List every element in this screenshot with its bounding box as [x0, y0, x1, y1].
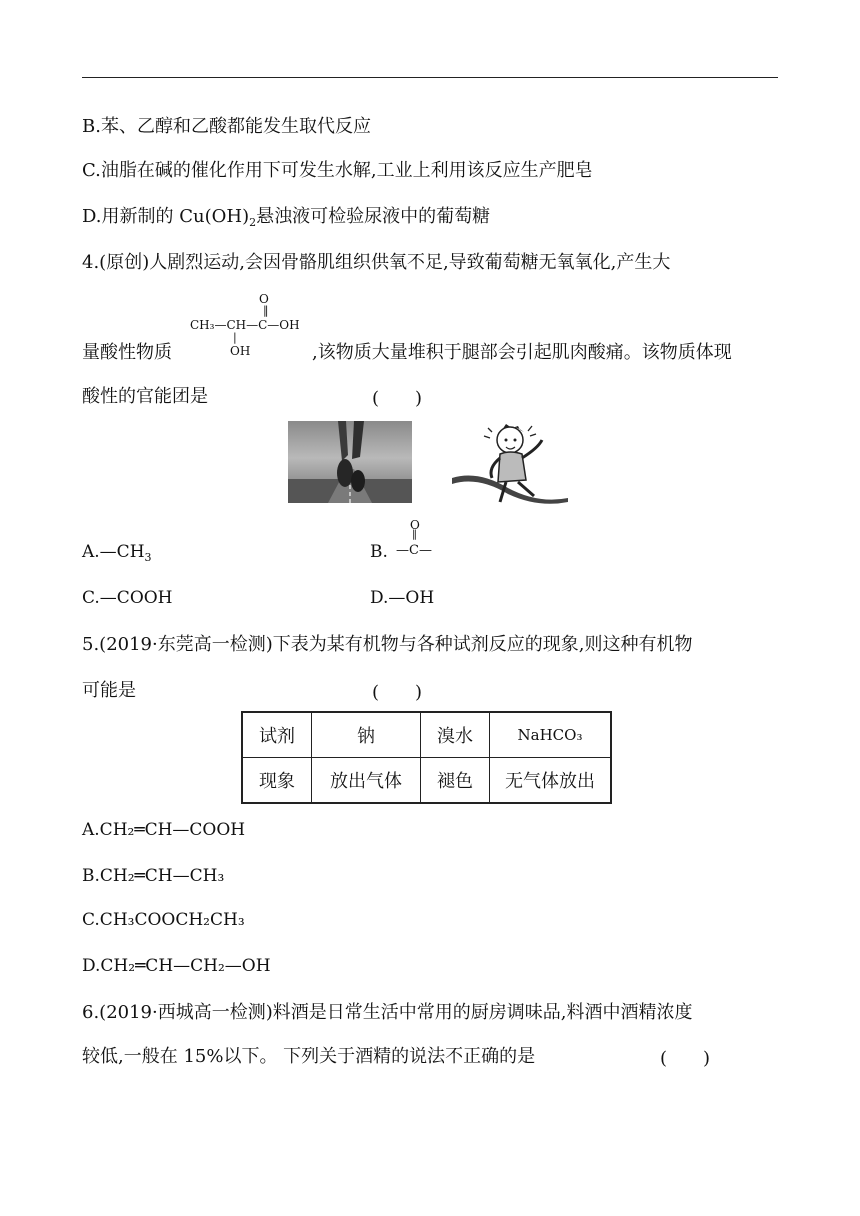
q5-option-c: C.CH₃COOCH₂CH₃: [82, 910, 245, 930]
table-row: [242, 712, 611, 758]
q6-answer-paren: ( ): [660, 1048, 711, 1069]
q4-stem-line3: 酸性的官能团是: [82, 386, 208, 407]
q5-stem-line1: 5.(2019·东莞高一检测)下表为某有机物与各种试剂反应的现象,则这种有机物: [82, 634, 693, 655]
q4-stem-line2-pre: 量酸性物质: [82, 342, 172, 363]
lactic-acid-structure: O ‖ CH₃—CH—C—OH | OH: [190, 292, 300, 358]
header-rule: [82, 77, 778, 78]
q5-option-b: B.CH₂═CH—CH₃: [82, 866, 225, 886]
q4-option-a: $A.—CH_3$: [82, 542, 152, 564]
q5-answer-paren: ( ): [372, 682, 423, 703]
q6-stem-line2: 较低,一般在 15%以下。 下列关于酒精的说法不正确的是: [82, 1046, 536, 1067]
q4-answer-paren: ( ): [372, 388, 423, 409]
q4-option-b: B. O ‖ —C—: [370, 518, 432, 562]
q5-option-d: D.CH₂═CH—CH₂—OH: [82, 956, 271, 976]
q4-option-d: D.—OH: [370, 588, 435, 608]
runner-cartoon: [448, 418, 576, 506]
table-cell: 放出气体: [312, 758, 421, 804]
running-photo: [288, 421, 412, 503]
q4-stem-line2-post: ,该物质大量堆积于腿部会引起肌肉酸痛。该物质体现: [312, 342, 732, 363]
q3-option-b: B.苯、乙醇和乙酸都能发生取代反应: [82, 116, 371, 137]
table-cell: 溴水: [421, 712, 490, 758]
q5-option-a: A.CH₂═CH—COOH: [82, 820, 246, 840]
table-cell: 褪色: [421, 758, 490, 804]
table-cell: NaHCO₃: [490, 712, 612, 758]
q4-option-c: C.—COOH: [82, 588, 173, 608]
q6-stem-line1: 6.(2019·西城高一检测)料酒是日常生活中常用的厨房调味品,料酒中酒精浓度: [82, 1002, 693, 1023]
table-cell: 试剂: [242, 712, 312, 758]
reaction-table: [241, 711, 612, 804]
table-row: [242, 758, 611, 804]
table-cell: 无气体放出: [490, 758, 612, 804]
q5-stem-line2: 可能是: [82, 680, 136, 701]
table-cell: 现象: [242, 758, 312, 804]
q3-option-c: C.油脂在碱的催化作用下可发生水解,工业上利用该反应生产肥皂: [82, 160, 593, 181]
q3-option-d: D.用新制的 $Cu(OH)_2$悬浊液可检验尿液中的葡萄糖: [82, 206, 491, 229]
q4-stem-line1: 4.(原创)人剧烈运动,会因骨骼肌组织供氧不足,导致葡萄糖无氧氧化,产生大: [82, 252, 671, 273]
table-cell: 钠: [312, 712, 421, 758]
